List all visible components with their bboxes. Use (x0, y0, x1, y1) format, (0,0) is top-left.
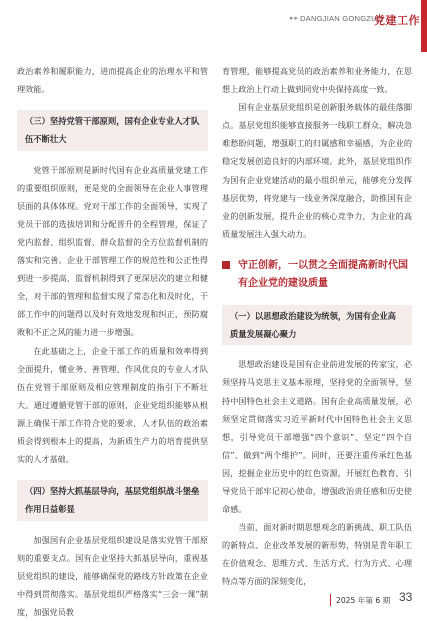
header-pinyin: DANGJIAN GONGZUO (300, 14, 383, 23)
right-column (222, 62, 412, 591)
page-number: 33 (399, 590, 413, 604)
header-accent-bar (421, 0, 427, 52)
footer-divider (330, 594, 331, 606)
page-header (0, 0, 427, 52)
main-heading (222, 257, 412, 293)
paragraph: 当前，面对新时期思想观念的新挑战、职工队伍的新特点、企业改革发展的新形势，特别是青年职工在价值观念、思维方式、生活方式、行为方式、心理特点等方面的深刻变化， (222, 522, 412, 587)
paragraph: 政治素养和履职能力，进而提高企业的治理水平和管理效能。 (17, 66, 208, 95)
header-section-title: 党建工作 (374, 14, 420, 27)
paragraph: 育管理，能够提高党员的政治素养和业务能力，在思想上政治上行动上做到同党中央保持高度一致。 (222, 66, 412, 95)
paragraph: 思想政治建设是国有企业前进发展的传家宝，必须坚持马克思主义基本原理，坚持党的全面领导，坚持中国特色社会主义道路。国有企业高质量发展，必须坚定贯彻落实习近平新时代中国特色社会主义思想，引导党员干部增强“四个意识”、坚定“四个自信”、做到“两个维护”。同时，还要注重传承红色基因，挖掘企业历史中的红色资源，开展红色教育，引导党员干部牢记初心使命，增强政治责任感和历史使命感。 (222, 359, 412, 515)
subheading: （四）坚持大抓基层导向，基层党组织战斗堡垒作用日益彰显 (17, 480, 208, 520)
subheading: （三）坚持党管干部原则，国有企业专业人才队伍不断壮大 (17, 110, 208, 150)
paragraph: 党管干部原则是新时代国有企业高质量党建工作的重要组织原则，更是党的全面领导在企业人事管理层面的具体体现。党对干部工作的全面领导，实现了党员干部的选拔培训和分配晋升的全程管理，保证了党内监督、组织监督、群众监督的全方位监督机制的落实和完善。企业干部管理工作的规范性和公正性得到进一步提高，监督机制得到了更深层次的建立和健全，对干部的管理和监督实现了常态化和及时化，干部工作中的问题得以及时有效地发现和纠正，预防腐败和不正之风的能力进一步增强。 (17, 164, 208, 338)
main-heading-text: 守正创新，一以贯之全面提高新时代国有企业党的建设质量 (238, 259, 408, 289)
footer-issue: 2025 年第 6 期 (336, 596, 391, 605)
subheading: （一）以思想政治建设为统领，为国有企业高质量发展凝心聚力 (222, 305, 412, 345)
paragraph: 国有企业基层党组织是创新服务载体的最佳落脚点。基层党组织能够直接服务一线职工群众，解决急难愁盼问题，增强职工的归属感和幸福感，为企业的稳定发展创造良好的内部环境。此外，基层党组织作为国有企业党建活动的最小组织单元，能够充分发挥基层优势，将党建与一线业务深度融合，助推国有企业的创新发展，提升企业的核心竞争力，为企业的高质量发展注入强大动力。 (222, 102, 412, 239)
paragraph: 在此基础之上，企业干部工作的质量和效率得到全面提升，懂业务、善管理、作风优良的专业人才队伍在党管干部原则及相应管理制度的指引下不断壮大。通过遵循党管干部的原则，企业党组织能够从根源上确保干部工作符合党的要求，人才队伍的政治素质会得到根本上的提高，为新质生产力的培育提供坚实的人才基础。 (17, 345, 208, 465)
paragraph: 加强国有企业基层党组织建设是落实党管干部原则的重要支点。国有企业坚持大抓基层导向，重视基层党组织的建设，能够确保党的路线方针政策在企业中得到贯彻落实。基层党组织严格落实“三会一课”制度，加强党员教 (17, 534, 208, 617)
square-bullet-icon (222, 261, 230, 269)
left-column (17, 62, 208, 621)
header-dots-icon: ▸▸ (290, 14, 300, 22)
